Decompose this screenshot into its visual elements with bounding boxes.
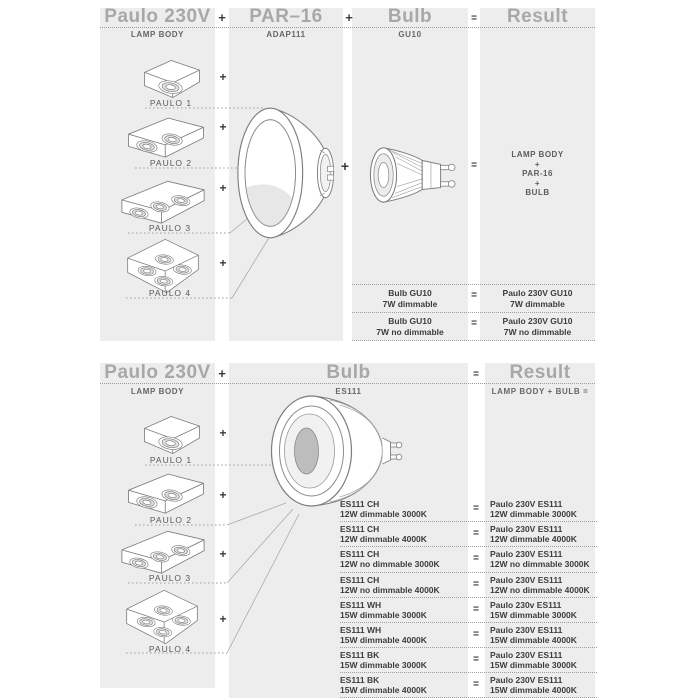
top-plus-body-2: + — [219, 120, 227, 134]
result-name: Paulo 230V GU10 — [502, 288, 573, 298]
bottom-header-plus: + — [218, 366, 226, 381]
bottom-header-rule — [100, 383, 595, 384]
equals-sign: = — [473, 654, 479, 666]
bottom-plus-body-1: + — [219, 426, 227, 440]
top-header-plus-1: + — [218, 10, 226, 25]
bottom-row-separator — [340, 597, 597, 598]
option-row: ES111 WH 15W dimmable 3000K — [340, 599, 427, 620]
top-plus-body-1: + — [219, 70, 227, 84]
top-row-1-equals: = — [471, 290, 477, 301]
result-line-plus-1: + — [534, 159, 541, 169]
top-equals-bulb-result: = — [471, 160, 477, 171]
bottom-header-result: Result — [509, 362, 571, 383]
result-row: Paulo 230v ES111 15W dimmable 3000K — [490, 599, 577, 620]
equals-sign: = — [473, 553, 479, 565]
par16-adapter-illustration — [236, 106, 336, 240]
top-header-bulb: Bulb — [387, 6, 433, 27]
option-row: ES111 CH 12W dimmable 4000K — [340, 524, 427, 545]
bottom-sub-lamp-body: LAMP BODY — [130, 387, 185, 396]
bottom-sub-es111: ES111 — [335, 387, 362, 396]
equals-sign: = — [473, 628, 479, 640]
top-plus-body-4: + — [219, 256, 227, 270]
option-row: ES111 BK 15W dimmable 4000K — [340, 675, 427, 696]
paulo-2-illustration — [124, 114, 208, 162]
result-line-par16: PAR-16 — [522, 169, 553, 178]
result-row: Paulo 230V ES111 15W dimmable 4000K — [490, 624, 577, 645]
result-row: Paulo 230V ES111 15W dimmable 3000K — [490, 650, 577, 671]
equals-sign: = — [473, 603, 479, 615]
top-row-2-option — [352, 316, 468, 337]
result-spec: 7W no dimmable — [503, 326, 572, 337]
paulo-4-illustration — [116, 586, 208, 648]
equals-sign: = — [473, 679, 479, 691]
paulo-3-illustration — [118, 528, 208, 578]
bottom-plus-body-3: + — [219, 547, 227, 561]
equals-sign: = — [473, 578, 479, 590]
paulo-1-label: PAULO 1 — [149, 98, 193, 108]
top-header-equals: = — [471, 13, 477, 24]
result-line-plus-2: + — [534, 178, 541, 188]
top-header-plus-2: + — [345, 10, 353, 25]
paulo-3-label: PAULO 3 — [148, 223, 192, 233]
bottom-plus-body-2: + — [219, 488, 227, 502]
option-row: ES111 WH 15W dimmable 4000K — [340, 624, 427, 645]
top-sub-adap111: ADAP111 — [266, 30, 306, 39]
bottom-plus-body-4: + — [219, 612, 227, 626]
paulo-4-label: PAULO 4 — [148, 288, 192, 298]
paulo-1-label: PAULO 1 — [149, 455, 193, 465]
top-header-result: Result — [506, 6, 569, 27]
option-row: ES111 BK 15W dimmable 3000K — [340, 650, 427, 671]
top-row-separator — [352, 340, 595, 341]
result-row: Paulo 230V ES111 12W dimmable 4000K — [490, 524, 577, 545]
paulo-3-illustration — [118, 178, 208, 228]
result-line-bulb: BULB — [525, 188, 550, 197]
option-name: Bulb GU10 — [388, 288, 432, 298]
bottom-row-separator — [340, 672, 597, 673]
option-row: ES111 CH 12W no dimmable 4000K — [340, 574, 440, 595]
option-name: Bulb GU10 — [388, 316, 432, 326]
paulo-2-label: PAULO 2 — [149, 515, 193, 525]
equals-sign: = — [473, 528, 479, 540]
top-sub-gu10: GU10 — [398, 30, 422, 39]
bottom-row-separator — [340, 546, 597, 547]
paulo-2-label: PAULO 2 — [149, 158, 193, 168]
result-row: Paulo 230V ES111 12W no dimmable 3000K — [490, 549, 590, 570]
paulo-2-illustration — [124, 470, 208, 518]
top-sub-lamp-body: LAMP BODY — [130, 30, 185, 39]
top-header-paulo: Paulo 230V — [104, 6, 211, 27]
top-result-stack — [480, 150, 595, 198]
option-row: ES111 CH 12W dimmable 3000K — [340, 499, 427, 519]
paulo-1-illustration — [134, 412, 210, 458]
result-spec: 7W dimmable — [510, 298, 565, 309]
result-row: Paulo 230V ES111 12W no dimmable 4000K — [490, 574, 590, 595]
bottom-header-bulb: Bulb — [326, 362, 371, 383]
es111-bulb-illustration — [268, 394, 406, 508]
result-name: Paulo 230V GU10 — [502, 316, 573, 326]
top-row-1-result — [480, 288, 595, 309]
top-row-2-result — [480, 316, 595, 337]
top-header-par16: PAR–16 — [249, 6, 323, 27]
top-plus-body-3: + — [219, 181, 227, 195]
option-row: ES111 CH 12W no dimmable 3000K — [340, 549, 440, 570]
bottom-row-separator — [340, 647, 597, 648]
top-plus-par16-bulb: + — [340, 158, 350, 174]
bottom-header-paulo: Paulo 230V — [104, 362, 211, 383]
paulo-1-illustration — [134, 56, 210, 102]
result-line-lamp-body: LAMP BODY — [511, 150, 564, 159]
top-header-rule — [100, 27, 595, 28]
bottom-header-equals: = — [473, 369, 479, 380]
result-row: Paulo 230V ES111 15W dimmable 4000K — [490, 675, 577, 696]
bottom-sub-result: LAMP BODY + BULB = — [491, 387, 589, 396]
option-spec: 7W no dimmable — [376, 326, 444, 337]
top-row-separator — [352, 284, 595, 285]
option-spec: 7W dimmable — [382, 298, 438, 309]
bottom-row-separator — [340, 521, 597, 522]
top-row-separator — [352, 312, 595, 313]
bottom-row-separator — [340, 622, 597, 623]
bottom-row-separator — [340, 572, 597, 573]
paulo-3-label: PAULO 3 — [148, 573, 192, 583]
gu10-bulb-illustration — [368, 145, 460, 205]
paulo-4-label: PAULO 4 — [148, 644, 192, 654]
top-row-1-option — [352, 288, 468, 309]
equals-sign: = — [473, 503, 479, 514]
result-row: Paulo 230V ES111 12W dimmable 3000K — [490, 499, 577, 519]
bottom-row-separator — [340, 697, 597, 698]
top-row-2-equals: = — [471, 318, 477, 329]
